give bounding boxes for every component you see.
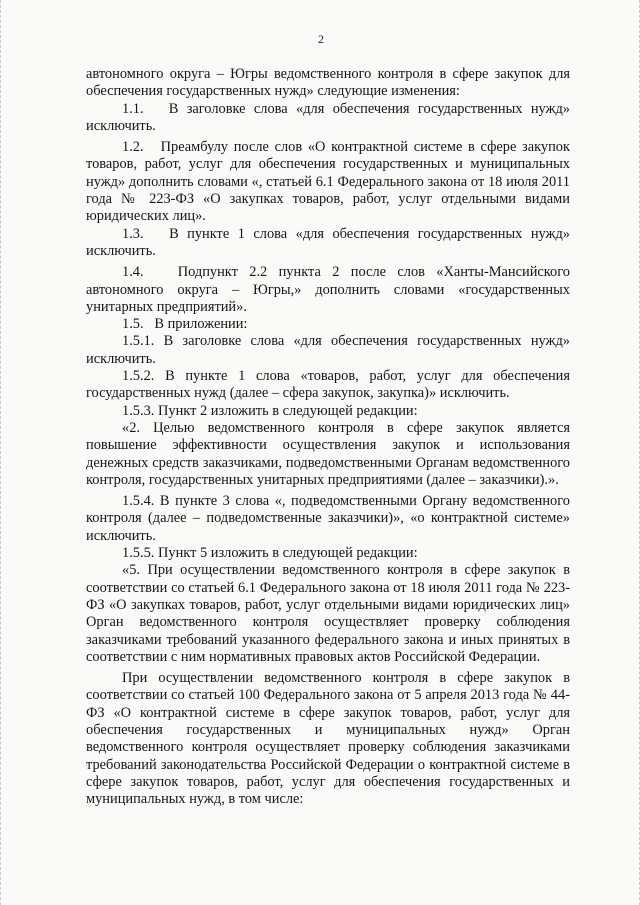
paragraph: 1.5.3. Пункт 2 изложить в следующей редакции:	[122, 402, 418, 419]
paragraph: автономного округа – Югры ведомственного контроля в сфере закупок для обеспечения государственных нужд» следующие изменения:	[86, 66, 570, 100]
paragraph: 1.5.2. В пункте 1 слова «товаров, работ, услуг для обеспечения государственных нужд (далее – сфера закупок, закупка)» исключить.	[86, 368, 570, 402]
paragraph: 1.5.4. В пункте 3 слова «, подведомственными Органу ведомственного контроля (далее – подведомственные заказчики)», «о контрактной системе» исключить.	[86, 493, 570, 544]
paragraph: 1.5.1. В заголовке слова «для обеспечения государственных нужд» исключить.	[86, 333, 570, 367]
paragraph: 1.4. Подпункт 2.2 пункта 2 после слов «Ханты-Мансийского автономного округа – Югры,» дополнить словами «государственных унитарных предприятий».	[86, 264, 570, 315]
paragraph: 1.3. В пункте 1 слова «для обеспечения государственных нужд» исключить.	[86, 225, 570, 259]
paragraph: 1.1. В заголовке слова «для обеспечения государственных нужд» исключить.	[86, 100, 570, 134]
paragraph: 1.5. В приложении:	[122, 316, 248, 333]
paragraph: При осуществлении ведомственного контроля в сфере закупок в соответствии со статьей 100 Федерального закона от 5 апреля 2013 года № 44-ФЗ «О контрактной системе в сфере закупок товаров, работ, услуг для обеспечения государственных и муниципальных нужд» Орган ведомственного контроля осуществляет проверку соблюдения заказчиками требований законодательства Российской Федерации о контрактной системе в сфере закупок товаров, работ, услуг для обеспечения государственных и муниципальных нужд, в том числе:	[86, 670, 570, 808]
document-body	[86, 66, 570, 808]
page-number: 2	[318, 32, 324, 46]
paragraph: 1.5.5. Пункт 5 изложить в следующей редакции:	[122, 545, 418, 562]
paragraph: «2. Целью ведомственного контроля в сфере закупок является повышение эффективности осуществления закупок и использования денежных средств заказчиками, подведомственными Органам ведомственного контроля, государственных унитарных предприятиями (далее – заказчики).».	[86, 419, 570, 488]
paragraph: «5. При осуществлении ведомственного контроля в сфере закупок в соответствии со статьей 6.1 Федерального закона от 18 июля 2011 года № 223-ФЗ «О закупках товаров, работ, услуг отдельными видами юридических лиц» Орган ведомственного контроля осуществляет проверку соблюдения заказчиками требований указанного федерального закона и иных принятых в соответствии с ним нормативных правовых актов Российской Федерации.	[86, 562, 570, 665]
paragraph: 1.2. Преамбулу после слов «О контрактной системе в сфере закупок товаров, работ, услуг для обеспечения государственных и муниципальных нужд» дополнить словами «, статьей 6.1 Федерального закона от 18 июля 2011 года № 223-ФЗ «О закупках товаров, работ, услуг отдельными видами юридических лиц».	[86, 139, 570, 225]
